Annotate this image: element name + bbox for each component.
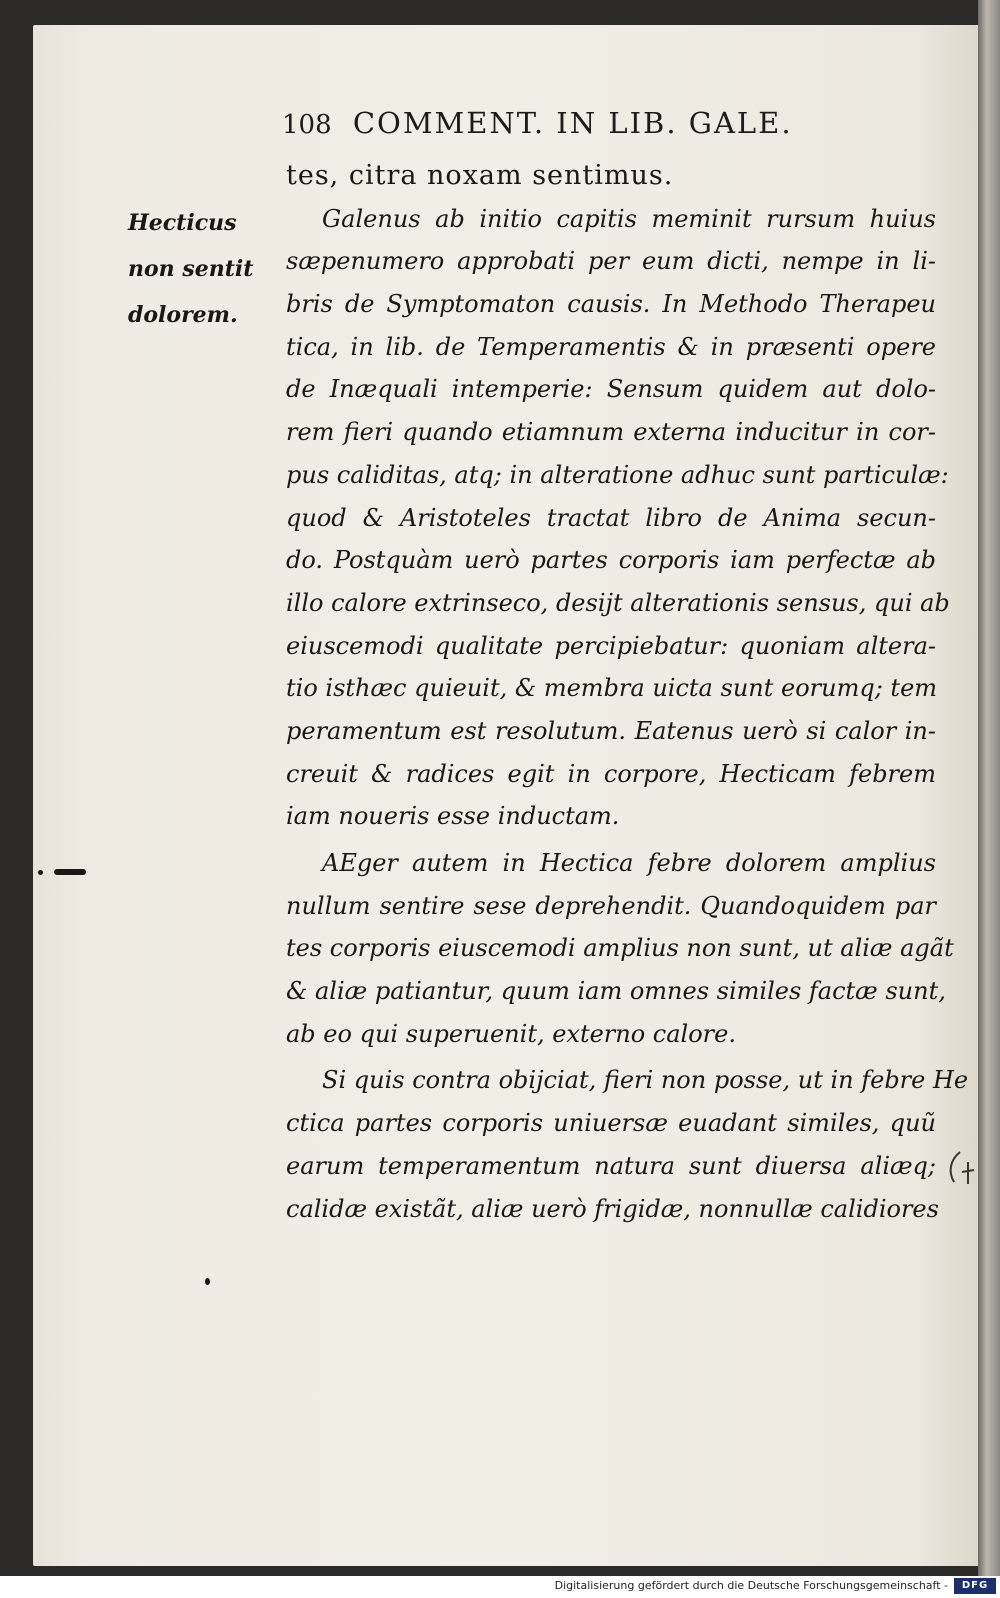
ink-speck [205,1278,210,1285]
text-line: rem fieri quando etiamnum externa inducitur in cor- [286,418,936,447]
text-line: iam noueris esse inductam. [286,802,620,831]
dfg-logo: DFG [954,1578,996,1594]
handwritten-margin-mark [940,1148,976,1200]
text-line: pus caliditas, atq; in alteratione adhuc sunt particulæ: [286,460,949,489]
text-line: tica, in lib. de Temperamentis & in præsenti opere [286,332,936,361]
text-line: ab eo qui superuenit, externo calore. [286,1019,736,1048]
text-line: calidæ existãt, aliæ uerò frigidæ, nonnullæ calidiores [286,1194,939,1223]
text-line: earum temperamentum natura sunt diuersa aliæq; [286,1151,936,1180]
marginal-note-line: non sentit [128,256,254,282]
text-line: bris de Symptomaton causis. In Methodo Therapeu [286,290,936,319]
text-line: nullum sentire sese deprehendit. Quandoquidem par [286,891,936,920]
text-line: peramentum est resolutum. Eatenus uerò si calor in- [286,716,936,745]
text-line: tio isthæc quieuit, & membra uicta sunt eorumq; tem [286,674,938,703]
running-title: COMMENT. IN LIB. GALE. [352,106,793,140]
marginal-note-line: dolorem. [128,302,238,328]
margin-pointer-mark [36,866,88,882]
digitization-credit: Digitalisierung gefördert durch die Deutsche Forschungsgemeinschaft - [554,1579,948,1592]
body-text [286,155,969,1230]
text-line: de Inæquali intemperie: Sensum quidem aut dolo- [286,375,936,404]
text-line: sæpenumero approbati per eum dicti, nempe in li- [286,247,936,276]
text-line: eiuscemodi qualitate percipiebatur: quoniam altera- [286,631,936,660]
text-line: quod & Aristoteles tractat libro de Anima secun- [286,503,936,532]
text-line: tes, citra noxam sentimus. [286,160,674,191]
text-line: creuit & radices egit in corpore, Hecticam febrem [286,759,936,788]
marginal-note [128,200,268,338]
book-fore-edge [978,0,1000,1576]
text-line: AEger autem in Hectica febre dolorem amplius [322,849,936,877]
page-number: 108 [282,110,332,140]
marginal-note-line: Hecticus [128,210,237,236]
footer-bar [0,1576,1000,1598]
text-line: do. Postquàm uerò partes corporis iam perfectæ ab [286,546,936,575]
running-header [282,106,882,150]
text-line: Galenus ab initio capitis meminit rursum huius [322,204,936,233]
text-line: & aliæ patiantur, quum iam omnes similes factæ sunt, [286,977,946,1006]
text-line: tes corporis eiuscemodi amplius non sunt, ut aliæ agãt [286,934,954,963]
text-line: illo calore extrinseco, desijt alterationis sensus, qui ab [286,588,950,617]
text-line: Si quis contra obijciat, fieri non posse, ut in febre He [322,1066,969,1095]
text-line: ctica partes corporis uniuersæ euadant similes, quũ [286,1109,936,1138]
